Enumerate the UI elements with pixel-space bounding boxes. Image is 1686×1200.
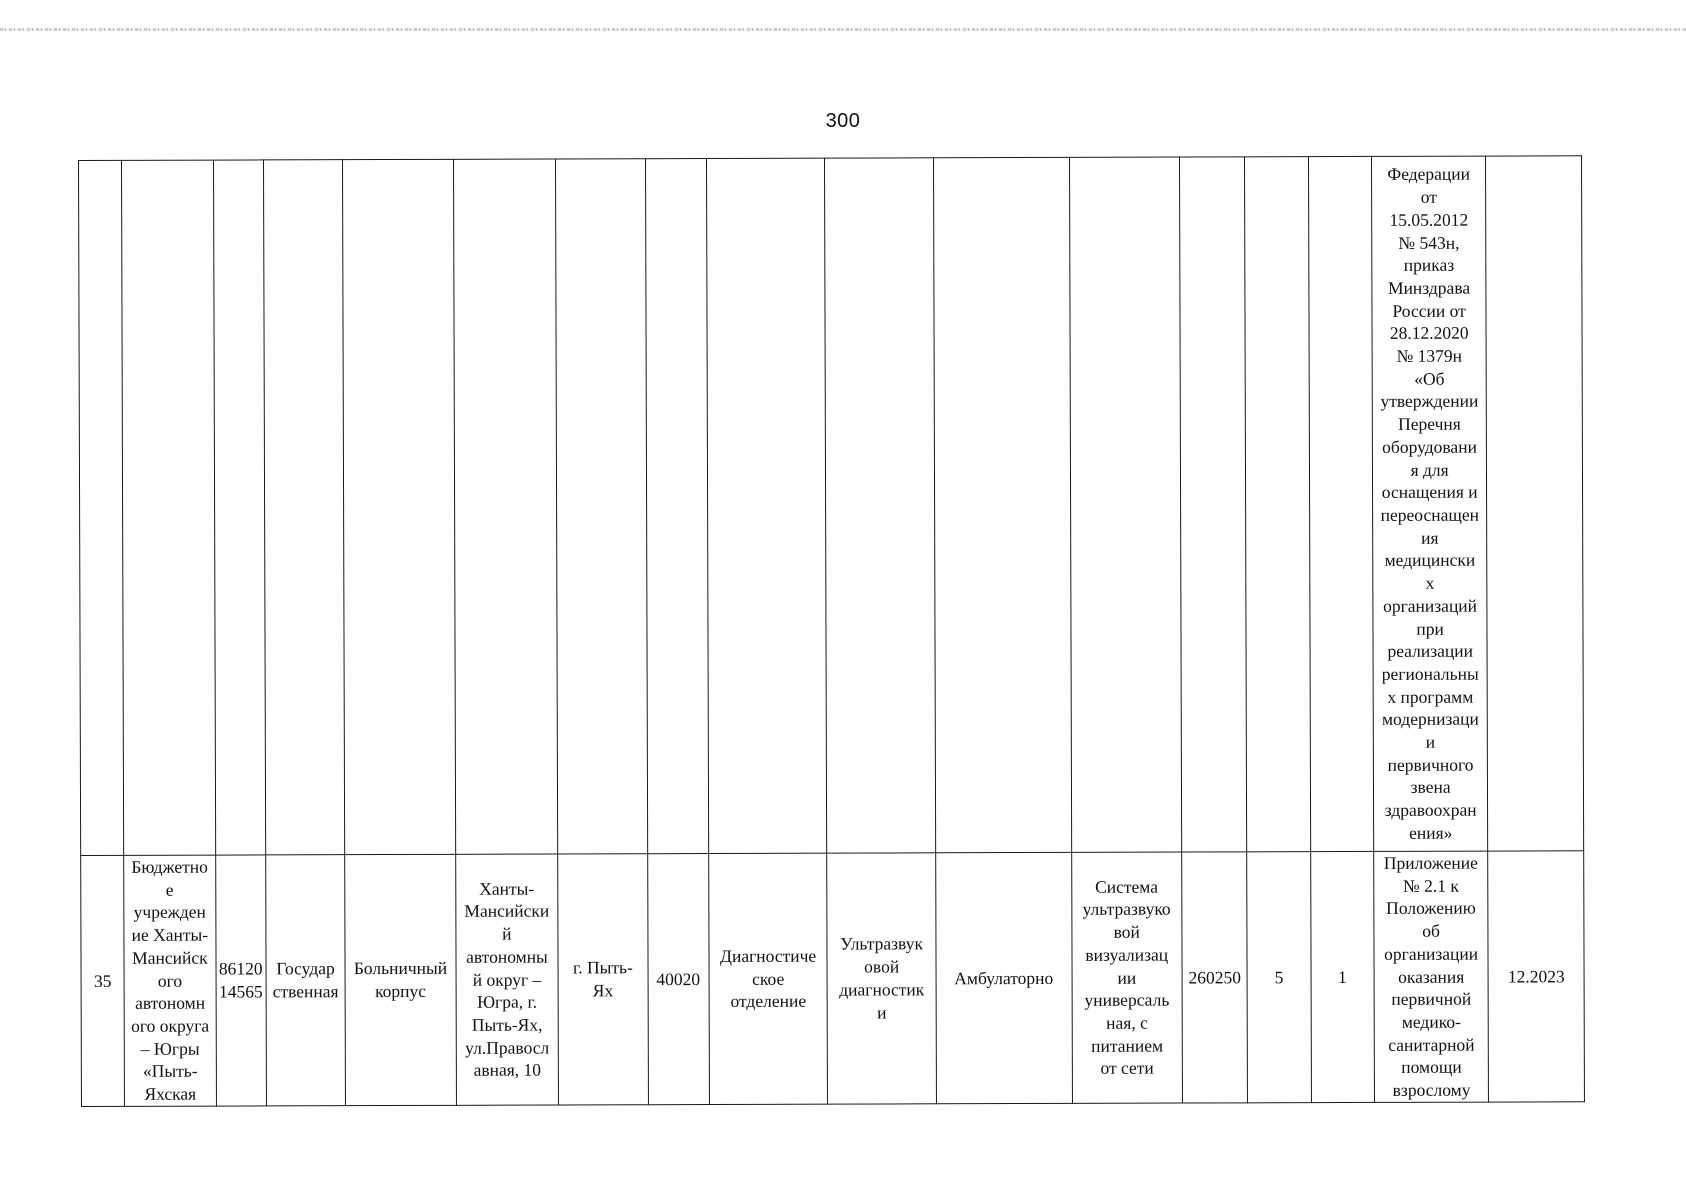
cell-empty [343,159,456,854]
cell-quantity-required: 5 [1247,852,1311,1103]
cell-empty [706,158,827,853]
cell-empty [933,157,1071,852]
register-table [78,155,1585,1106]
cell-basis-continued: Федерации от 15.05.2012 № 543н, приказ Минздрава России от 28.12.2020 № 1379н «Об утверждении Перечня оборудовани я для оснащения и переоснащен ия медицински х организаций при реализации региональны х программ модернизаци и первичного звена здравоохран ения» [1371,156,1488,851]
table-row [81,851,1585,1106]
cell-care-conditions: Амбулаторно [936,852,1072,1103]
cell-empty [453,159,558,854]
cell-empty [122,160,216,855]
cell-empty [213,160,265,855]
cell-basis: Приложение № 2.1 к Положению об организации оказания первичной медико- санитарной помощи взрослому [1374,851,1489,1102]
cell-empty [79,160,124,855]
cell-empty [1180,157,1247,852]
continuation-row [79,156,1584,856]
cell-empty [1069,157,1182,852]
cell-row-number: 35 [81,855,125,1106]
cell-empty [556,159,648,854]
cell-empty [1245,157,1310,852]
cell-organization: Бюджетно е учрежден ие Ханты- Мансийск ого автономн ого округа – Югры «Пыть- Яхская [124,855,216,1106]
cell-date: 12.2023 [1488,851,1584,1102]
cell-code: 40020 [647,854,709,1105]
cell-empty [263,160,345,855]
scan-edge [0,28,1686,31]
cell-equipment-code: 260250 [1182,852,1248,1103]
cell-address: Ханты- Мансийски й автономны й округ – Югра, г. Пыть-Ях, ул.Правосл авная, 10 [455,854,558,1105]
cell-quantity-available: 1 [1310,851,1374,1102]
cell-empty [1486,156,1584,851]
cell-ownership: Государ ственная [266,855,346,1106]
page-number: 300 [825,110,861,132]
cell-empty [645,159,708,854]
cell-empty [825,158,936,853]
cell-inn: 86120 14565 [215,855,266,1106]
cell-equipment: Система ультразвуко вой визуализац ии универсаль ная, с питанием от сети [1071,852,1182,1103]
cell-department: Диагностиче ское отделение [709,853,828,1104]
cell-specialty: Ультразвук овой диагностик и [827,853,936,1104]
cell-locality: г. Пыть- Ях [558,854,648,1105]
cell-building: Больничный корпус [345,854,456,1105]
cell-empty [1308,156,1373,851]
